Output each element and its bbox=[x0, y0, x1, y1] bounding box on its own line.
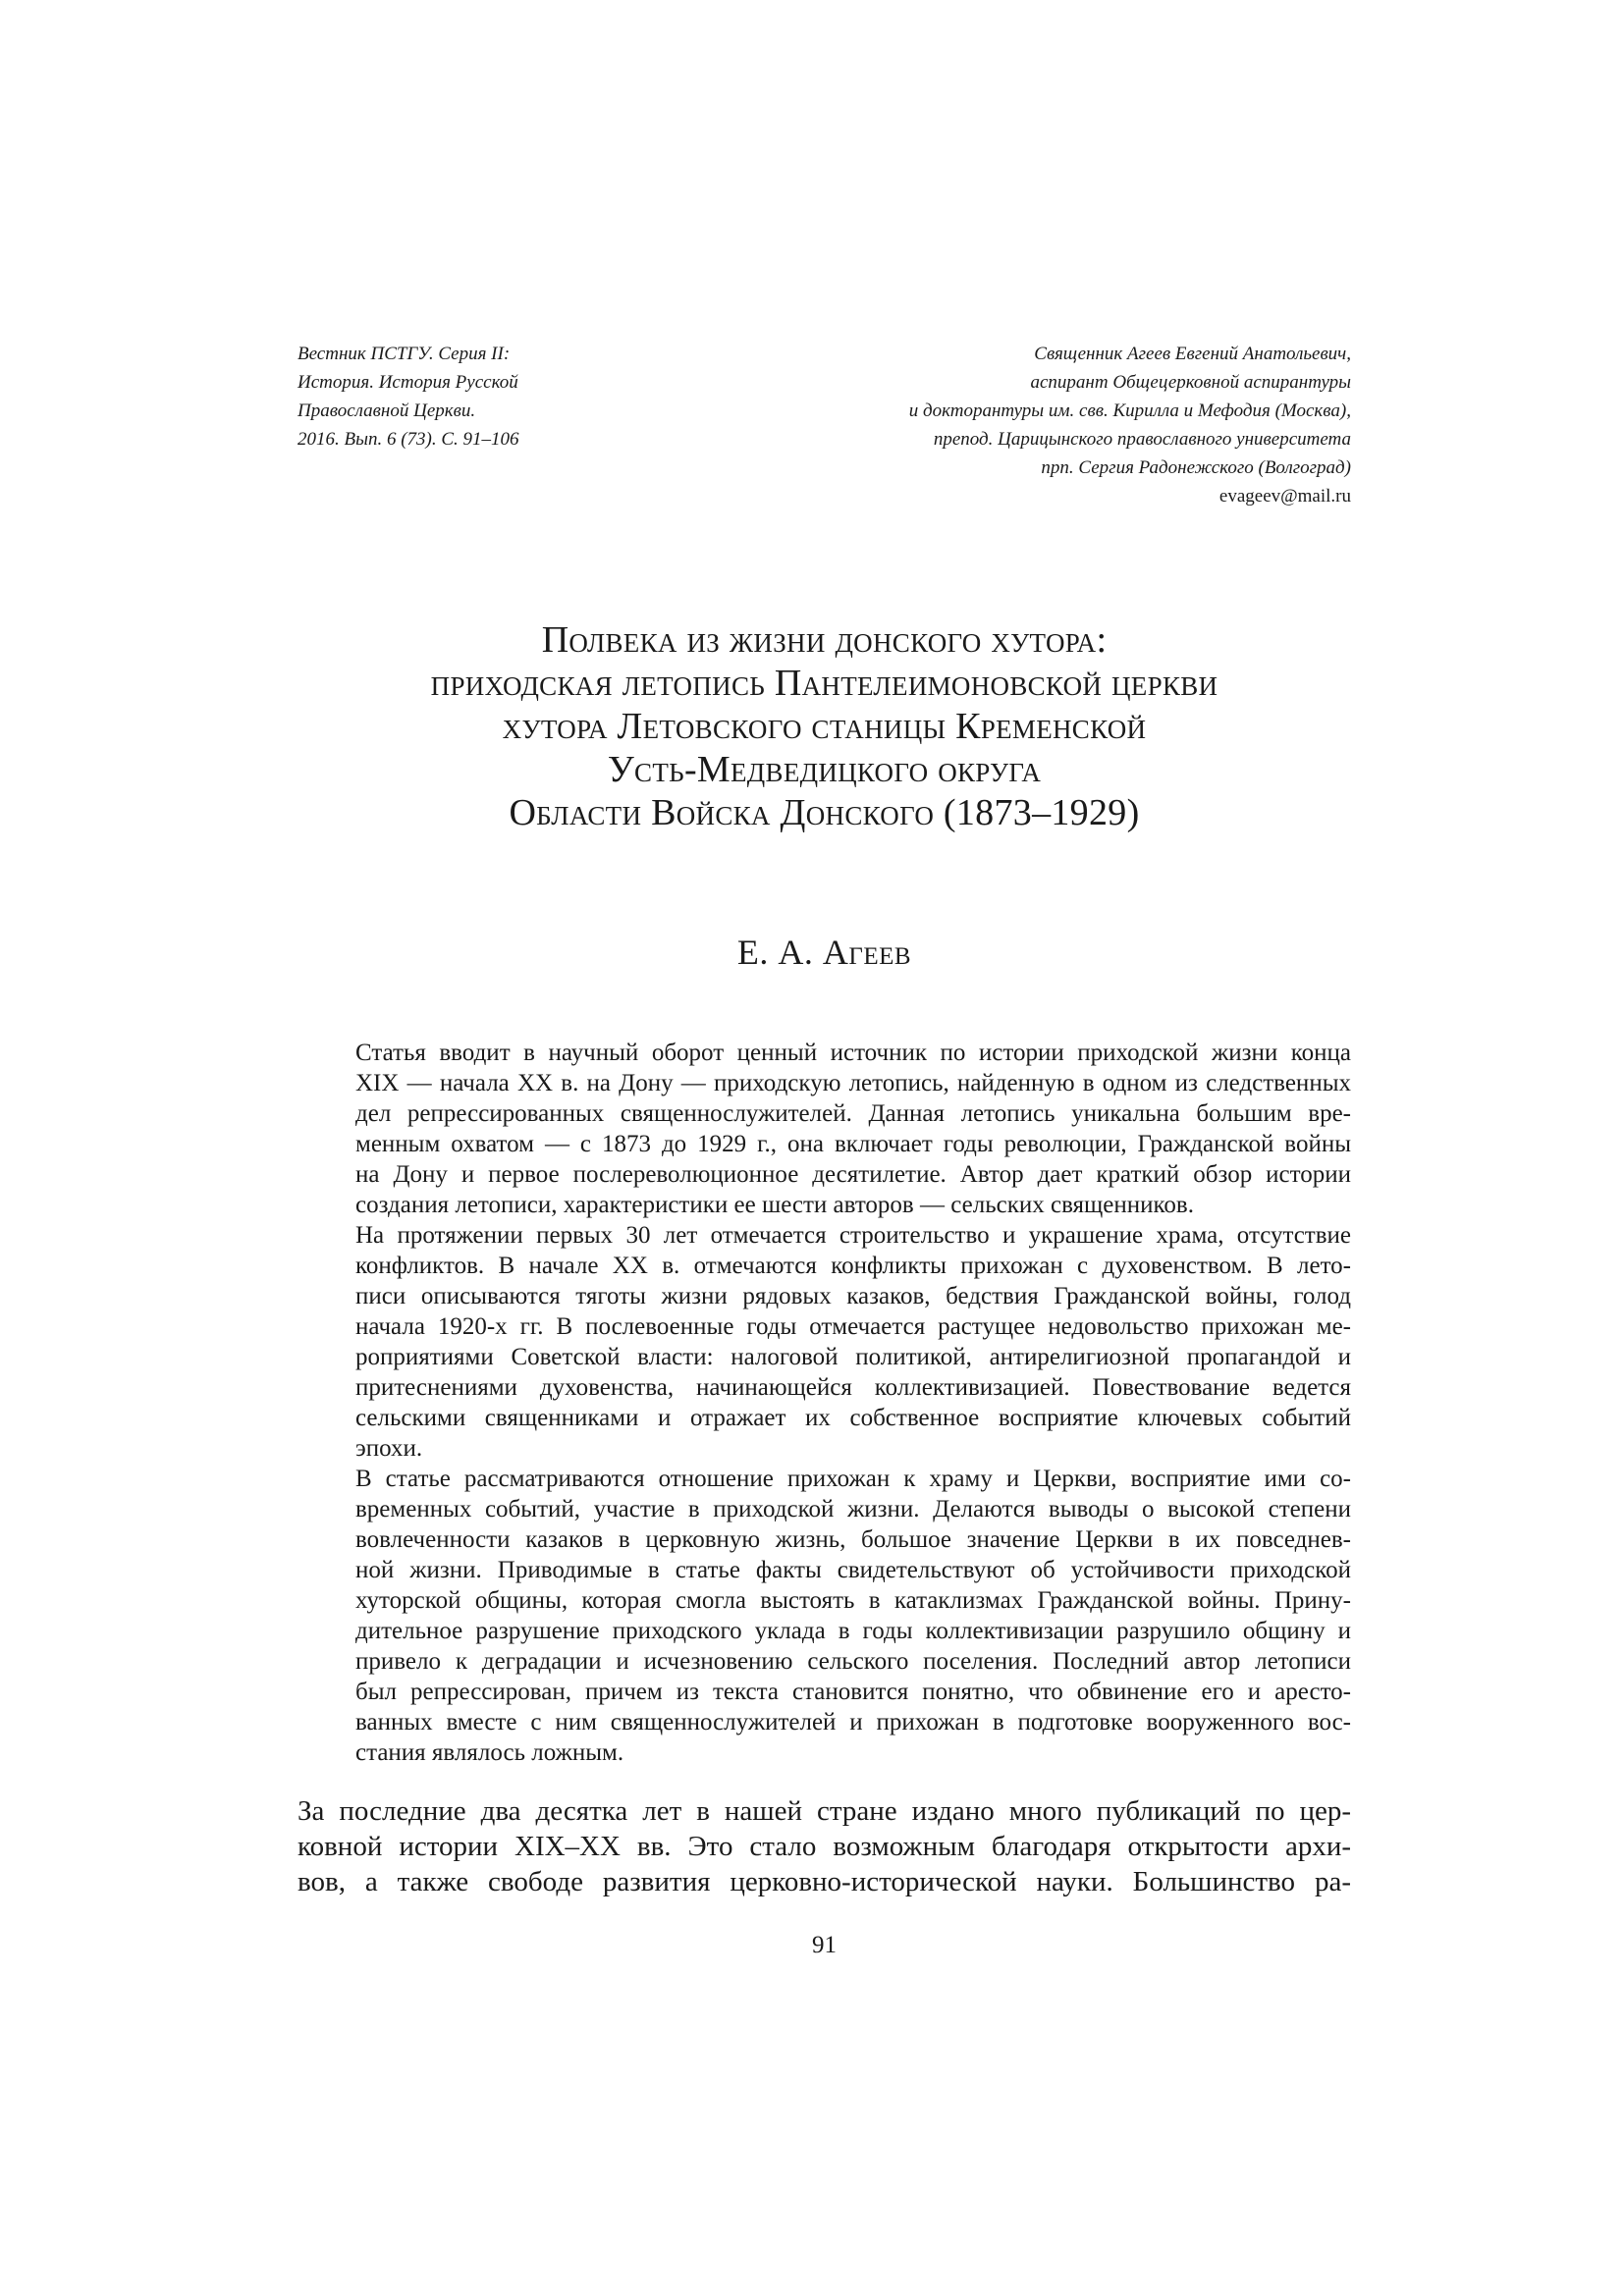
abstract-line: Статья вводит в научный оборот ценный источник по истории приходской жизни конца bbox=[355, 1040, 1351, 1066]
title-line: Усть-Медведицкого округа bbox=[607, 749, 1042, 790]
author-affiliation bbox=[766, 340, 1351, 510]
article-author: Е. А. Агеев bbox=[736, 933, 912, 972]
abstract-line: ванных вместе с ним священнослужителей и прихожан в подготовке вооруженного вос- bbox=[355, 1709, 1351, 1735]
title-line: Области Войска Донского (1873–1929) bbox=[509, 792, 1140, 833]
title-line: хутора Летовского станицы Кременской bbox=[502, 706, 1147, 747]
body-paragraph bbox=[298, 1793, 1351, 1899]
journal-line: 2016. Вып. 6 (73). С. 91–106 bbox=[298, 429, 519, 450]
abstract-line: роприятиями Советской власти: налоговой политикой, антирелигиозной пропагандой и bbox=[355, 1344, 1351, 1370]
journal-citation bbox=[298, 340, 622, 454]
body-line: вов, а также свободе развития церковно-исторической науки. Большинство ра- bbox=[298, 1866, 1351, 1897]
body-line: ковной истории XIX–XX вв. Это стало возможным благодаря открытости архи- bbox=[298, 1831, 1351, 1862]
abstract-line: стания являлось ложным. bbox=[355, 1739, 624, 1766]
abstract-line: притеснениями духовенства, начинающейся коллективизацией. Повествование ведется bbox=[355, 1374, 1351, 1401]
abstract-line: дительное разрушение приходского уклада в годы коллективизации разрушило общину и bbox=[355, 1618, 1351, 1644]
abstract-line: временных событий, участие в приходской жизни. Делаются выводы о высокой степени bbox=[355, 1496, 1351, 1522]
body-line: За последние два десятка лет в нашей стране издано много публикаций по цер- bbox=[298, 1795, 1351, 1827]
abstract-line: был репрессирован, причем из текста становится понятно, что обвинение его и аресто- bbox=[355, 1679, 1351, 1705]
abstract-line: XIX — начала XX в. на Дону — приходскую летопись, найденную в одном из следственных bbox=[355, 1070, 1351, 1096]
abstract-line: конфликтов. В начале XX в. отмечаются конфликты прихожан с духовенством. В лето- bbox=[355, 1253, 1351, 1279]
article-title bbox=[298, 618, 1351, 834]
title-line: Полвека из жизни донского хутора: bbox=[541, 619, 1108, 661]
affiliation-line: и докторантуры им. свв. Кирилла и Мефодия (Москва), bbox=[908, 400, 1351, 421]
author-email: evageev@mail.ru bbox=[1218, 486, 1351, 507]
journal-line: История. История Русской bbox=[298, 372, 518, 393]
abstract-line: На протяжении первых 30 лет отмечается строительство и украшение храма, отсутствие bbox=[355, 1222, 1351, 1249]
journal-line: Православной Церкви. bbox=[298, 400, 476, 421]
abstract bbox=[355, 1038, 1351, 1768]
abstract-line: на Дону и первое послереволюционное десятилетие. Автор дает краткий обзор истории bbox=[355, 1161, 1351, 1188]
title-line: приходская летопись Пантелеимоновской церкви bbox=[430, 663, 1218, 704]
affiliation-line: Священник Агеев Евгений Анатольевич, bbox=[1034, 344, 1351, 364]
abstract-line: дел репрессированных священнослужителей. Данная летопись уникальна большим вре- bbox=[355, 1100, 1351, 1127]
abstract-line: ной жизни. Приводимые в статье факты свидетельствуют об устойчивости приходской bbox=[355, 1557, 1351, 1583]
abstract-line: писи описываются тяготы жизни рядовых казаков, бедствия Гражданской войны, голод bbox=[355, 1283, 1351, 1309]
page-number: 91 bbox=[812, 1932, 837, 1958]
journal-line: Вестник ПСТГУ. Серия II: bbox=[298, 344, 511, 364]
abstract-line: начала 1920-х гг. В послевоенные годы отмечается растущее недовольство прихожан ме- bbox=[355, 1313, 1351, 1340]
abstract-line: В статье рассматриваются отношение прихожан к храму и Церкви, восприятие ими со- bbox=[355, 1466, 1351, 1492]
affiliation-line: прп. Сергия Радонежского (Волгоград) bbox=[1041, 457, 1351, 478]
abstract-line: привело к деградации и исчезновению сельского поселения. Последний автор летописи bbox=[355, 1648, 1351, 1675]
affiliation-line: аспирант Общецерковной аспирантуры bbox=[1030, 372, 1351, 393]
abstract-line: хуторской общины, которая смогла выстоять в катаклизмах Гражданской войны. Прину- bbox=[355, 1587, 1351, 1614]
abstract-line: сельскими священниками и отражает их собственное восприятие ключевых событий bbox=[355, 1405, 1351, 1431]
abstract-line: менным охватом — с 1873 до 1929 г., она включает годы революции, Гражданской войны bbox=[355, 1131, 1351, 1157]
abstract-line: вовлеченности казаков в церковную жизнь, большое значение Церкви в их повседнев- bbox=[355, 1526, 1351, 1553]
abstract-line: эпохи. bbox=[355, 1435, 423, 1462]
abstract-line: создания летописи, характеристики ее шести авторов — сельских священников. bbox=[355, 1192, 1194, 1218]
affiliation-line: препод. Царицынского православного университета bbox=[933, 429, 1351, 450]
